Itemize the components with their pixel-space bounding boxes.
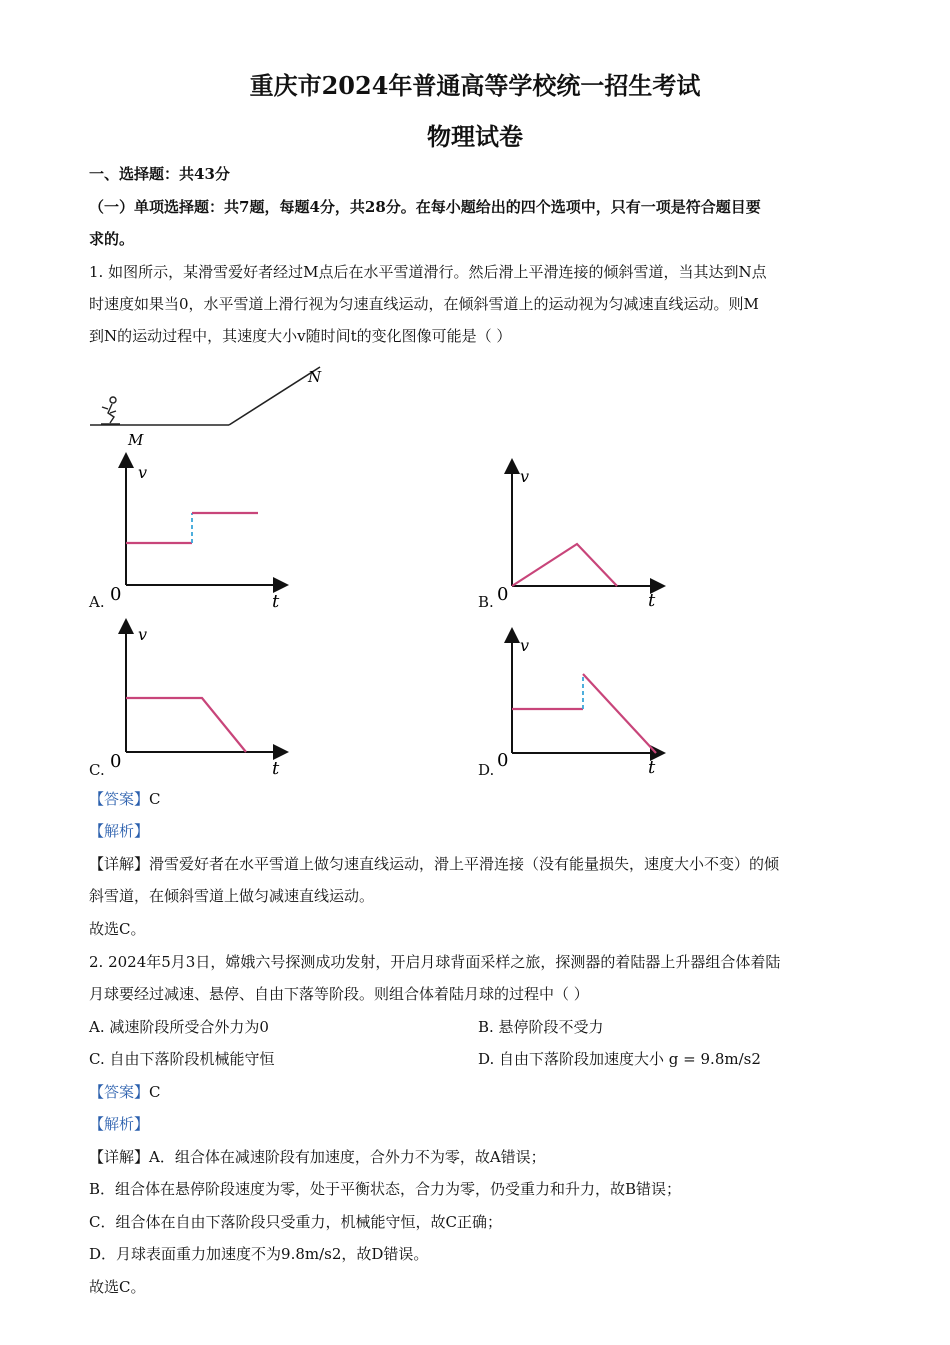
detail-tag: 【详解】 [89, 855, 150, 873]
answer-value: C [149, 1083, 161, 1101]
q2-analysis-tag: 【解析】 [89, 1115, 150, 1133]
skier-icon [101, 397, 120, 424]
q2-detail-b: B．组合体在悬停阶段速度为零，处于平衡状态，合力为零，仍受重力和升力，故B错误； [89, 1180, 682, 1198]
graph-c-curve [126, 698, 246, 752]
q2-detail-a [89, 1147, 546, 1167]
graph-b-curve [512, 544, 617, 586]
exam-subtitle: 物理试卷 [427, 122, 523, 151]
q1-stem-line3: 到N的运动过程中，其速度大小v随时间t的变化图像可能是（ ） [89, 327, 512, 345]
axis-origin: 0 [497, 750, 509, 771]
q1-slope-figure [88, 365, 348, 450]
q2-detail-d: D．月球表面重力加速度不为9.8m/s2，故D错误。 [89, 1245, 429, 1263]
q2-stem-line2: 月球要经过减速、悬停、自由下落等阶段。则组合体着陆月球的过程中（ ） [89, 985, 589, 1003]
q2-answer [89, 1082, 161, 1102]
q2-option-b: B. 悬停阶段不受力 [478, 1018, 604, 1036]
q1-analysis-tag: 【解析】 [89, 822, 150, 840]
axis-t-label: t [272, 591, 280, 612]
axis-t-label: t [648, 757, 656, 777]
axis-v-label: v [138, 625, 148, 644]
q1-option-c-label: C. [89, 761, 105, 779]
section-heading: 一、选择题：共43分 [89, 165, 230, 183]
q1-option-d-label: D. [478, 761, 495, 779]
axis-t-label: t [648, 590, 656, 611]
detail-text: 滑雪爱好者在水平雪道上做匀速直线运动，滑上平滑连接（没有能量损失，速度大小不变）的倾 [149, 855, 780, 873]
section-instructions-line1: （一）单项选择题：共7题，每题4分，共28分。在每小题给出的四个选项中，只有一项是符合题目要 [89, 198, 761, 216]
graph-d-segment-2 [583, 674, 656, 753]
axis-origin: 0 [110, 584, 122, 605]
q1-stem-line2: 时速度如果当0，水平雪道上滑行视为匀速直线运动，在倾斜雪道上的运动视为匀减速直线运动。则M [89, 295, 759, 313]
q2-option-d: D. 自由下落阶段加速度大小 g = 9.8m/s2 [478, 1050, 761, 1068]
q1-option-a-label: A. [89, 593, 105, 611]
axis-origin: 0 [497, 584, 509, 605]
graph-option-d [478, 627, 678, 777]
axis-t-label: t [272, 758, 280, 778]
fig-label-m: M [128, 431, 144, 449]
q2-stem-line1: 2. 2024年5月3日，嫦娥六号探测成功发射，开启月球背面采样之旅，探测器的着陆器上升器组合体着陆 [89, 953, 781, 971]
graph-option-a [88, 452, 298, 612]
q2-option-c: C. 自由下落阶段机械能守恒 [89, 1050, 275, 1068]
q1-stem-line1: 1. 如图所示，某滑雪爱好者经过M点后在水平雪道滑行。然后滑上平滑连接的倾斜雪道，当其达到N点 [89, 263, 767, 281]
axis-origin: 0 [110, 751, 122, 772]
detail-text: A．组合体在减速阶段有加速度，合外力不为零，故A错误； [149, 1148, 546, 1166]
q1-detail-line2: 斜雪道，在倾斜雪道上做匀减速直线运动。 [89, 887, 375, 905]
detail-tag: 【详解】 [89, 1148, 150, 1166]
answer-value: C [149, 790, 161, 808]
answer-tag: 【答案】 [89, 1083, 150, 1101]
answer-tag: 【答案】 [89, 790, 150, 808]
exam-title: 重庆市2024年普通高等学校统一招生考试 [249, 71, 701, 100]
q2-detail-c: C．组合体在自由下落阶段只受重力，机械能守恒，故C正确； [89, 1213, 502, 1231]
q1-detail-line1 [89, 854, 779, 874]
q2-conclusion: 故选C。 [89, 1278, 146, 1296]
fig-label-n: N [308, 368, 322, 386]
q1-option-b-label: B. [478, 593, 494, 611]
axis-v-label: v [138, 463, 148, 482]
graph-option-b [478, 458, 678, 613]
q1-answer [89, 789, 161, 809]
q1-conclusion: 故选C。 [89, 920, 146, 938]
axis-v-label: v [520, 467, 530, 486]
graph-option-c [88, 618, 298, 778]
axis-v-label: v [520, 636, 530, 655]
section-instructions-line2: 求的。 [89, 230, 135, 248]
q2-option-a: A. 减速阶段所受合外力为0 [89, 1018, 269, 1036]
